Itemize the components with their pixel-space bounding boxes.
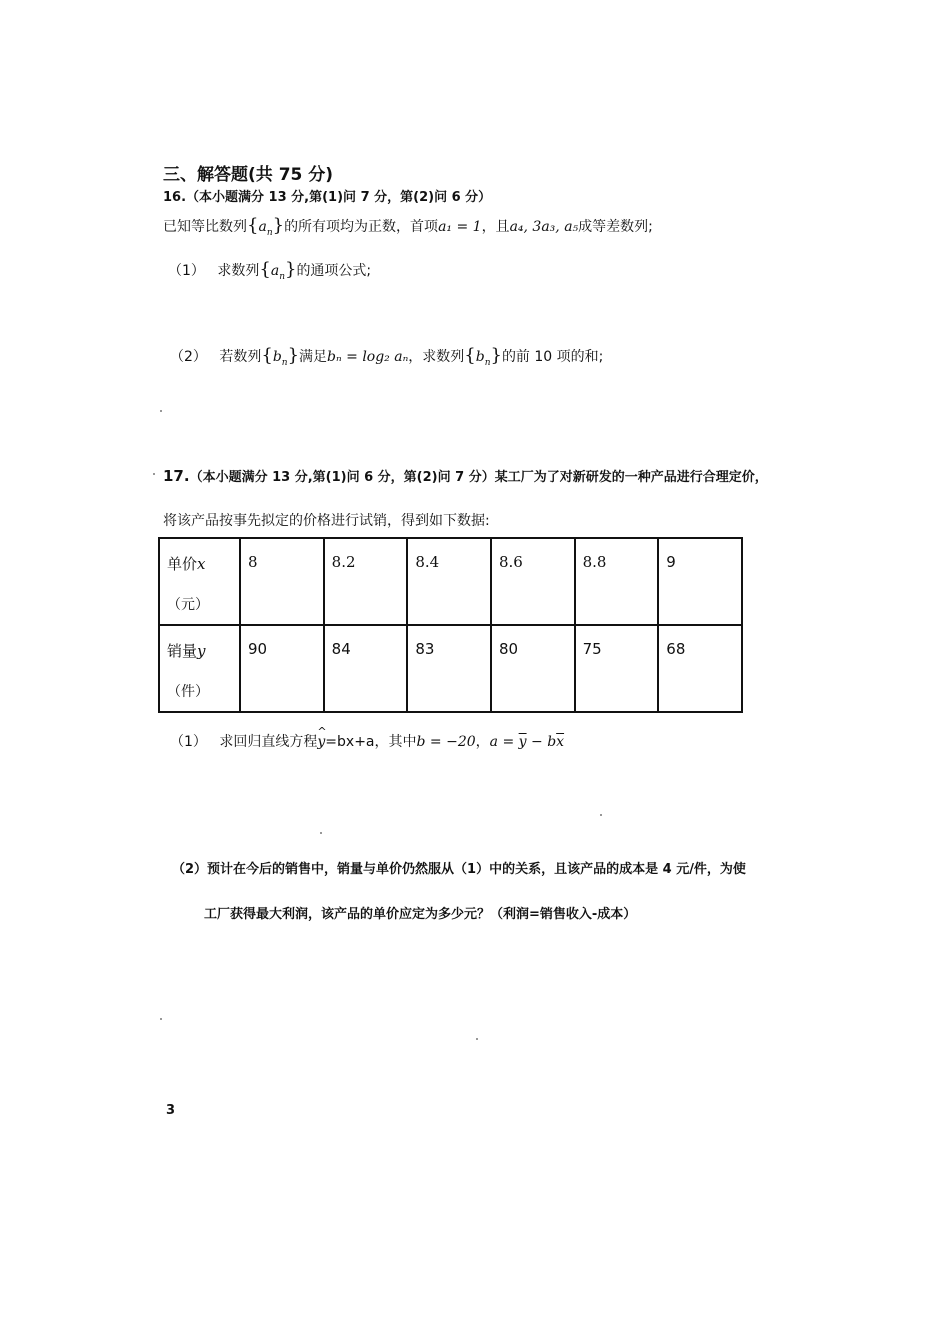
q17-part1-text: 求回归直线方程 (219, 734, 318, 750)
right-brace: } (490, 345, 502, 366)
right-brace: } (272, 215, 285, 236)
q16-stem-prefix: 已知等比数列 (163, 219, 247, 235)
q16-header: 16.（本小题满分 13 分,第(1)问 7 分，第(2)问 6 分） (163, 190, 492, 205)
table-cell (240, 625, 324, 712)
q16-part2-prefix: 若数列 (219, 349, 262, 365)
q17-header-text: （本小题满分 13 分,第(1)问 6 分，第(2)问 7 分）某工厂为了对新研发的一种产品进行合理定价， (189, 470, 768, 485)
table-cell (324, 625, 408, 712)
cell-value: 83 (415, 640, 435, 658)
y-hat-symbol: y (317, 734, 326, 750)
right-brace: } (287, 345, 300, 366)
q17-sep: ， (475, 734, 490, 750)
table-cell (575, 538, 659, 625)
q16-part1-prefix: 求数列 (217, 263, 260, 279)
table-cell (575, 625, 659, 712)
q16-bn-expr: bₙ = log₂ aₙ (327, 349, 409, 365)
scan-speck (160, 1018, 162, 1020)
sales-label: 销量 (167, 642, 198, 660)
q17-number: 17. (163, 467, 190, 485)
q16-part2-mid: 满足 (299, 349, 328, 365)
q16-a1-expr: a₁ = 1 (438, 219, 482, 235)
seq-a-sub: n (279, 271, 285, 282)
y-bar: $\overline{y}$ (518, 734, 527, 750)
cell-value: 80 (498, 640, 519, 658)
seq-a-symbol: a (270, 263, 280, 279)
cell-value: 84 (331, 640, 351, 658)
table-cell (240, 538, 324, 625)
q16-part1 (168, 259, 371, 282)
scan-speck (600, 814, 602, 816)
page-number: 3 (166, 1103, 176, 1118)
table-cell (658, 625, 742, 712)
scan-speck (160, 410, 162, 412)
q17-a-expr: a = (489, 734, 519, 750)
seq-b-sub: n (484, 357, 491, 368)
scan-speck (320, 832, 322, 834)
q17-line2: 将该产品按事先拟定的价格进行试销，得到如下数据: (163, 513, 490, 529)
cell-value: 8.4 (415, 553, 440, 571)
q16-stem (163, 215, 653, 238)
cell-value: 75 (582, 640, 602, 658)
cell-value: 90 (248, 640, 268, 658)
hat-accent: ^ (317, 725, 327, 738)
q16-part2-label: （2） (170, 349, 207, 365)
q17-part1 (170, 725, 565, 751)
table-cell (407, 625, 491, 712)
section-title: 三、解答题(共 75 分) (163, 165, 334, 185)
price-label: 单价 (167, 555, 198, 573)
x-bar: $\overline{x}$ (556, 734, 565, 750)
table-cell (324, 538, 408, 625)
q16-part2-mid2: ，求数列 (408, 349, 465, 365)
seq-b-symbol: b (475, 349, 485, 365)
left-brace: { (261, 345, 273, 366)
q16-part2 (170, 345, 603, 368)
price-unit: （元） (167, 597, 209, 613)
table-row-header-sales (159, 625, 240, 712)
cell-value: 68 (666, 640, 686, 658)
price-sales-table (158, 537, 743, 713)
table-cell (658, 538, 742, 625)
seq-a-sub: n (266, 227, 273, 238)
y-hat (317, 725, 327, 750)
q16-part1-label: （1） (168, 263, 205, 279)
q17-b-value: b = −20 (416, 734, 476, 750)
q17-part2-line1: （2）预计在今后的销售中，销量与单价仍然服从（1）中的关系，且该产品的成本是 4 元/件，为使 (172, 862, 746, 877)
q17-part1-label: （1） (170, 734, 207, 750)
cell-value: 8.2 (331, 553, 356, 571)
sales-var: y (197, 642, 206, 660)
q17-part1-eq: =bx+a，其中 (325, 734, 417, 750)
q16-stem-mid: 的所有项均为正数，首项 (284, 219, 439, 235)
scan-speck (153, 473, 155, 475)
table-row (159, 538, 742, 625)
q16-terms-expr: a₄, 3a₃, a₅ (509, 219, 579, 235)
cell-value: 8.8 (582, 553, 607, 571)
table-cell (491, 625, 575, 712)
cell-value: 8.6 (498, 553, 523, 571)
q16-part1-suffix: 的通项公式; (296, 263, 372, 279)
cell-value: 9 (666, 553, 676, 571)
q16-stem-suffix: 成等差数列; (578, 219, 653, 235)
q17-header (163, 466, 768, 485)
scan-speck (476, 1038, 478, 1040)
seq-b-symbol: b (272, 349, 282, 365)
cell-value: 8 (248, 553, 258, 571)
q16-stem-mid2: ，且 (481, 219, 510, 235)
table-row (159, 625, 742, 712)
seq-a-symbol: a (258, 219, 267, 235)
table-cell (491, 538, 575, 625)
left-brace: { (259, 259, 271, 280)
q17-minus-b: − b (526, 734, 557, 750)
q17-part2-line2: 工厂获得最大利润，该产品的单价应定为多少元？（利润=销售收入-成本） (204, 907, 637, 922)
price-var: x (197, 555, 206, 573)
q16-part2-suffix: 的前 10 项的和; (501, 349, 604, 365)
table-row-header-price (159, 538, 240, 625)
left-brace: { (464, 345, 476, 366)
seq-b-sub: n (281, 357, 288, 368)
table-cell (407, 538, 491, 625)
right-brace: } (284, 259, 297, 280)
sales-unit: （件） (167, 684, 209, 700)
left-brace: { (247, 215, 259, 236)
